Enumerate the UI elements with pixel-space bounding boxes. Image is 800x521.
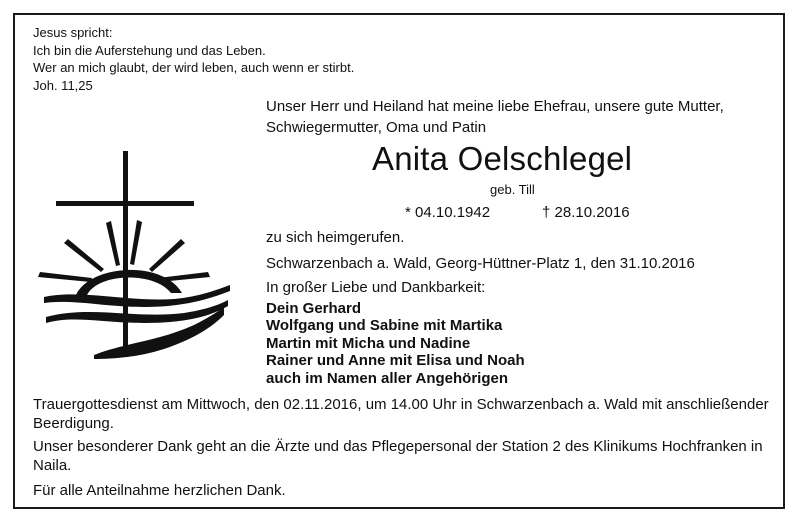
love-line-text: In großer Liebe und Dankbarkeit:: [266, 279, 486, 296]
sun-arc: [76, 270, 182, 295]
family-member: Martin mit Micha und Nadine: [266, 334, 471, 352]
quote-line: Wer an mich glaubt, der wird leben, auch wenn er stirbt.: [33, 60, 355, 75]
family-member: auch im Namen aller Angehörigen: [266, 369, 508, 387]
intro-line: Schwiegermutter, Oma und Patin: [266, 119, 487, 136]
cross-horizontal: [56, 201, 194, 206]
intro-line: Unser Herr und Heiland hat meine liebe Ehefrau, unsere gute Mutter,: [266, 98, 724, 115]
quote-line: Ich bin die Auferstehung und das Leben.: [33, 42, 266, 58]
quote-reference: Joh. 11,25: [33, 77, 93, 93]
special-thanks-text: Unser besonderer Dank geht an die Ärzte und das Pflegepersonal der Station 2 des Klinikums Hochfranken in Naila.: [33, 438, 763, 474]
called-home-text: zu sich heimgerufen.: [266, 229, 405, 246]
family-member: Wolfgang und Sabine mit Martika: [266, 317, 503, 335]
hill-line: [44, 285, 230, 307]
birth-date: * 04.10.1942: [405, 204, 491, 221]
deceased-name: Anita Oelschlegel: [372, 140, 633, 177]
family-list: [266, 300, 525, 387]
general-thanks-text: Für alle Anteilnahme herzlichen Dank.: [33, 482, 286, 499]
cross-vertical: [123, 151, 128, 357]
intro-text: [266, 96, 724, 138]
service-text: Trauergottesdienst am Mittwoch, den 02.11.2016, um 14.00 Uhr in Schwarzenbach a. Wald mit anschließender Beerdigung.: [33, 396, 769, 432]
bible-quote: [33, 24, 354, 94]
maiden-name: geb. Till: [490, 182, 535, 197]
family-member: Dein Gerhard: [266, 300, 362, 317]
family-member: Rainer und Anne mit Elisa und Noah: [266, 352, 525, 370]
place-date-text: Schwarzenbach a. Wald, Georg-Hüttner-Platz 1, den 31.10.2016: [266, 255, 695, 272]
quote-line: Jesus spricht:: [33, 25, 113, 40]
cross-sunset-icon: [34, 147, 234, 367]
death-date: † 28.10.2016: [542, 204, 630, 221]
